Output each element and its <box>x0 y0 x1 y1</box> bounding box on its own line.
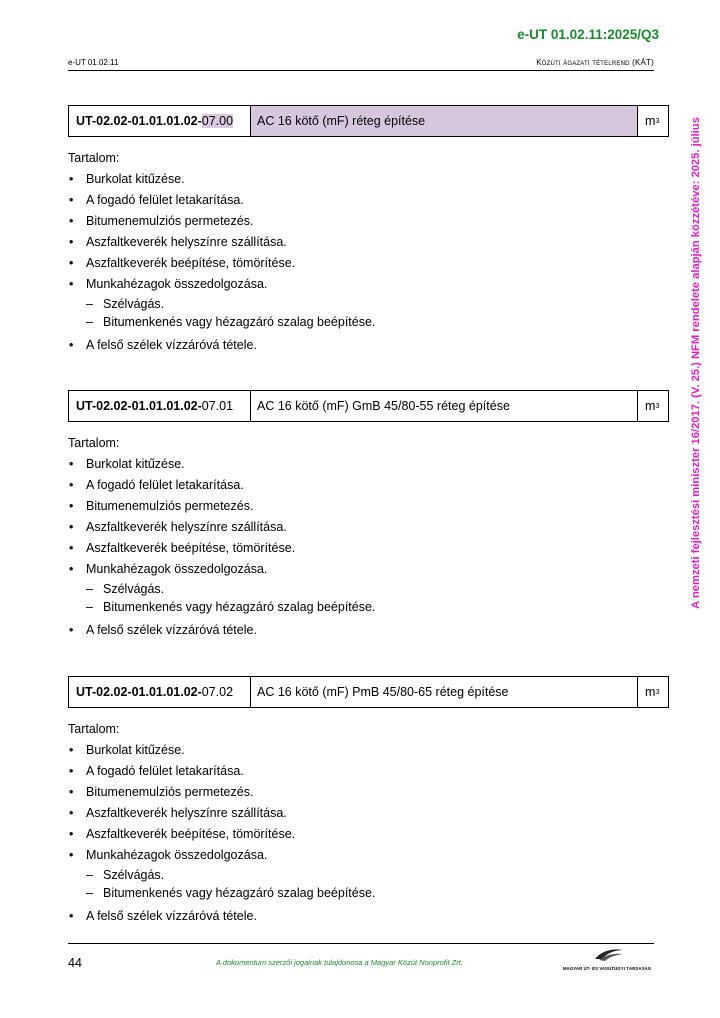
sub-list-item: – Bitumenkenés vagy hézagzáró szalag beépítése. <box>68 884 669 902</box>
item-block <box>68 105 669 356</box>
content-list <box>68 740 669 927</box>
item-code-cell <box>69 106 251 136</box>
list-item: • Aszfaltkeverék helyszínre szállítása. <box>68 803 669 824</box>
list-item: • Aszfaltkeverék helyszínre szállítása. <box>68 517 669 538</box>
item-content <box>68 433 669 641</box>
unit-exponent: 3 <box>655 686 660 696</box>
item-code: UT-02.02-01.01.01.02- <box>76 114 202 128</box>
content-list <box>68 454 669 641</box>
list-item: • A felső szélek vízzáróvá tétele. <box>68 620 669 641</box>
list-item: • A fogadó felület letakarítása. <box>68 475 669 496</box>
item-code-suffix: 07.01 <box>201 399 234 413</box>
unit-exponent: 3 <box>655 400 660 410</box>
item-code-suffix: 07.00 <box>201 114 234 128</box>
list-item: • Burkolat kitűzése. <box>68 169 669 190</box>
item-description-cell: AC 16 kötő (mF) GmB 45/80-55 réteg építése <box>251 391 638 421</box>
side-note-text: A nemzeti fejlesztési miniszter 16/2017. (V. 25.) NFM rendelete alapján közzétéve: 2025. július <box>690 117 702 609</box>
running-header-left: e-UT 01.02.11 <box>68 58 119 67</box>
list-item: • Bitumenemulziós permetezés. <box>68 211 669 232</box>
list-item: • Aszfaltkeverék helyszínre szállítása. <box>68 232 669 253</box>
document-code: e-UT 01.02.11:2025/Q3 <box>517 27 659 42</box>
unit-base: m <box>645 399 656 413</box>
item-description-cell: AC 16 kötő (mF) PmB 45/80-65 réteg építése <box>251 677 638 707</box>
unit-exponent: 3 <box>655 115 660 125</box>
publisher-logo <box>563 947 654 971</box>
sub-list-item: – Szélvágás. <box>68 580 669 598</box>
sub-list-item: – Bitumenkenés vagy hézagzáró szalag beépítése. <box>68 313 669 331</box>
list-item: • Munkahézagok összedolgozása. <box>68 274 669 295</box>
list-item: • Bitumenemulziós permetezés. <box>68 782 669 803</box>
item-block <box>68 390 669 641</box>
list-item: • Aszfaltkeverék beépítése, tömörítése. <box>68 253 669 274</box>
list-item: • Munkahézagok összedolgozása. <box>68 845 669 866</box>
list-item: • Aszfaltkeverék beépítése, tömörítése. <box>68 824 669 845</box>
item-code-cell <box>69 391 251 421</box>
footer-copyright: A dokumentum szerzői jogainak tulajdonosa a Magyar Közút Nonprofit Zrt. <box>216 958 463 967</box>
item-code: UT-02.02-01.01.01.02- <box>76 399 202 413</box>
item-header-table <box>68 105 669 137</box>
item-code: UT-02.02-01.01.01.02- <box>76 685 202 699</box>
list-item: • Burkolat kitűzése. <box>68 454 669 475</box>
running-header <box>68 58 654 71</box>
item-header-table <box>68 676 669 708</box>
item-unit-cell <box>638 106 668 136</box>
item-description-cell: AC 16 kötő (mF) réteg építése <box>251 106 638 136</box>
list-item: • Bitumenemulziós permetezés. <box>68 496 669 517</box>
page-number: 44 <box>68 956 82 970</box>
item-content <box>68 719 669 927</box>
item-unit-cell <box>638 391 668 421</box>
content-label: Tartalom: <box>68 151 120 165</box>
unit-base: m <box>645 114 656 128</box>
list-item: • Burkolat kitűzése. <box>68 740 669 761</box>
footer-rule <box>68 943 654 944</box>
sub-list-item: – Szélvágás. <box>68 295 669 313</box>
item-code-cell <box>69 677 251 707</box>
list-item: • Munkahézagok összedolgozása. <box>68 559 669 580</box>
list-item: • A fogadó felület letakarítása. <box>68 761 669 782</box>
item-unit-cell <box>638 677 668 707</box>
publisher-emblem-icon <box>593 947 625 962</box>
unit-base: m <box>645 685 656 699</box>
list-item: • A felső szélek vízzáróvá tétele. <box>68 335 669 356</box>
list-item: • Aszfaltkeverék beépítése, tömörítése. <box>68 538 669 559</box>
item-code-suffix: 07.02 <box>201 685 234 699</box>
content-label: Tartalom: <box>68 436 120 450</box>
running-header-right: Közúti ágazati tételrend (KÁT) <box>536 58 654 67</box>
content-list <box>68 169 669 356</box>
list-item: • A fogadó felület letakarítása. <box>68 190 669 211</box>
publisher-name: MAGYAR ÚT- ÉS VASÚTÜGYI TÁRSASÁG <box>563 966 652 971</box>
item-block <box>68 676 669 927</box>
sub-list-item: – Szélvágás. <box>68 866 669 884</box>
content-label: Tartalom: <box>68 722 120 736</box>
item-header-table <box>68 390 669 422</box>
side-publication-note <box>686 98 706 628</box>
item-content <box>68 148 669 356</box>
list-item: • A felső szélek vízzáróvá tétele. <box>68 906 669 927</box>
sub-list-item: – Bitumenkenés vagy hézagzáró szalag beépítése. <box>68 598 669 616</box>
